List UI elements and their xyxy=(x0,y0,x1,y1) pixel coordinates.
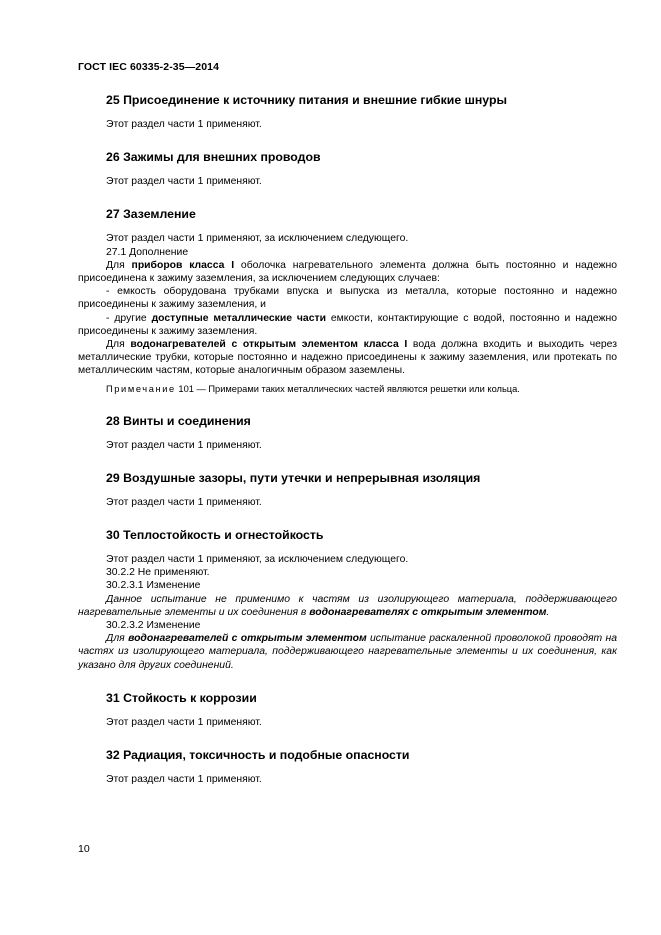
section-30-2-3-2-heading: 30.2.3.2 Изменение xyxy=(106,620,201,632)
section-27-paragraph-class-i: Для приборов класса I оболочка нагревательного элемента должна быть постоянно и надежно присоединена к зажиму заземления, за исключением следующих случаев: xyxy=(78,259,617,285)
section-28-text: Этот раздел части 1 применяют. xyxy=(106,439,262,451)
section-27-item-pipes: - емкость оборудована трубками впуска и выпуска из металла, которые постоянно и надежно присоединены к зажиму заземления, и xyxy=(78,286,617,311)
section-26-text: Этот раздел части 1 применяют. xyxy=(106,176,262,188)
section-29-title: 29 Воздушные зазоры, пути утечки и непрерывная изоляция xyxy=(106,470,481,485)
section-25-text: Этот раздел части 1 применяют. xyxy=(106,119,262,130)
section-27-item-metal-parts: - другие доступные металлические части емкости, контактирующие с водой, постоянно и надежно присоединены к зажиму заземления. xyxy=(78,312,617,337)
section-32-title: 32 Радиация, токсичность и подобные опасности xyxy=(106,748,410,763)
section-30-intro: Этот раздел части 1 применяют, за исключением следующего. xyxy=(106,554,409,566)
section-30-2-3-2-text: Для водонагревателей с открытым элементом испытание раскаленной проволокой проводят на частях из изолирующего материала, поддерживающего нагревательные элементы и их соединения, как указано для других соединений. xyxy=(78,633,617,671)
section-30-2-3-1-text: Данное испытание не применимо к частям из изолирующего материала, поддерживающего нагревательные элементы и их соединения в водонагревателях с открытым элементом. xyxy=(78,593,617,618)
section-30-title: 30 Теплостойкость и огнестойкость xyxy=(106,528,324,543)
section-25-title: 25 Присоединение к источнику питания и внешние гибкие шнуры xyxy=(106,93,507,107)
section-26-title: 26 Зажимы для внешних проводов xyxy=(106,150,321,165)
section-28-title: 28 Винты и соединения xyxy=(106,413,251,428)
section-31-title: 31 Стойкость к коррозии xyxy=(106,690,257,705)
section-27-1-heading: 27.1 Дополнение xyxy=(106,246,189,258)
page-number: 10 xyxy=(78,843,90,855)
section-27-title: 27 Заземление xyxy=(106,207,196,222)
section-27-note: Примечание 101 — Примерами таких металлических частей являются решетки или кольца. xyxy=(106,383,520,394)
section-29-text: Этот раздел части 1 применяют. xyxy=(106,496,262,508)
section-30-2-3-1-heading: 30.2.3.1 Изменение xyxy=(106,580,201,592)
document-header: ГОСТ IEC 60335-2-35—2014 xyxy=(78,61,220,73)
section-27-intro: Этот раздел части 1 применяют, за исключением следующего. xyxy=(106,233,409,245)
section-30-2-2: 30.2.2 Не применяют. xyxy=(106,567,210,579)
section-27-paragraph-open-element: Для водонагревателей с открытым элементом класса I вода должна входить и выходить через металлические трубки, которые постоянно и надежно присоединены к зажиму заземления, или протекать по металлическим частям, которые аналогичным образом заземлены. xyxy=(78,339,617,377)
section-32-text: Этот раздел части 1 применяют. xyxy=(106,774,262,786)
section-31-text: Этот раздел части 1 применяют. xyxy=(106,716,262,728)
document-body xyxy=(78,93,617,786)
